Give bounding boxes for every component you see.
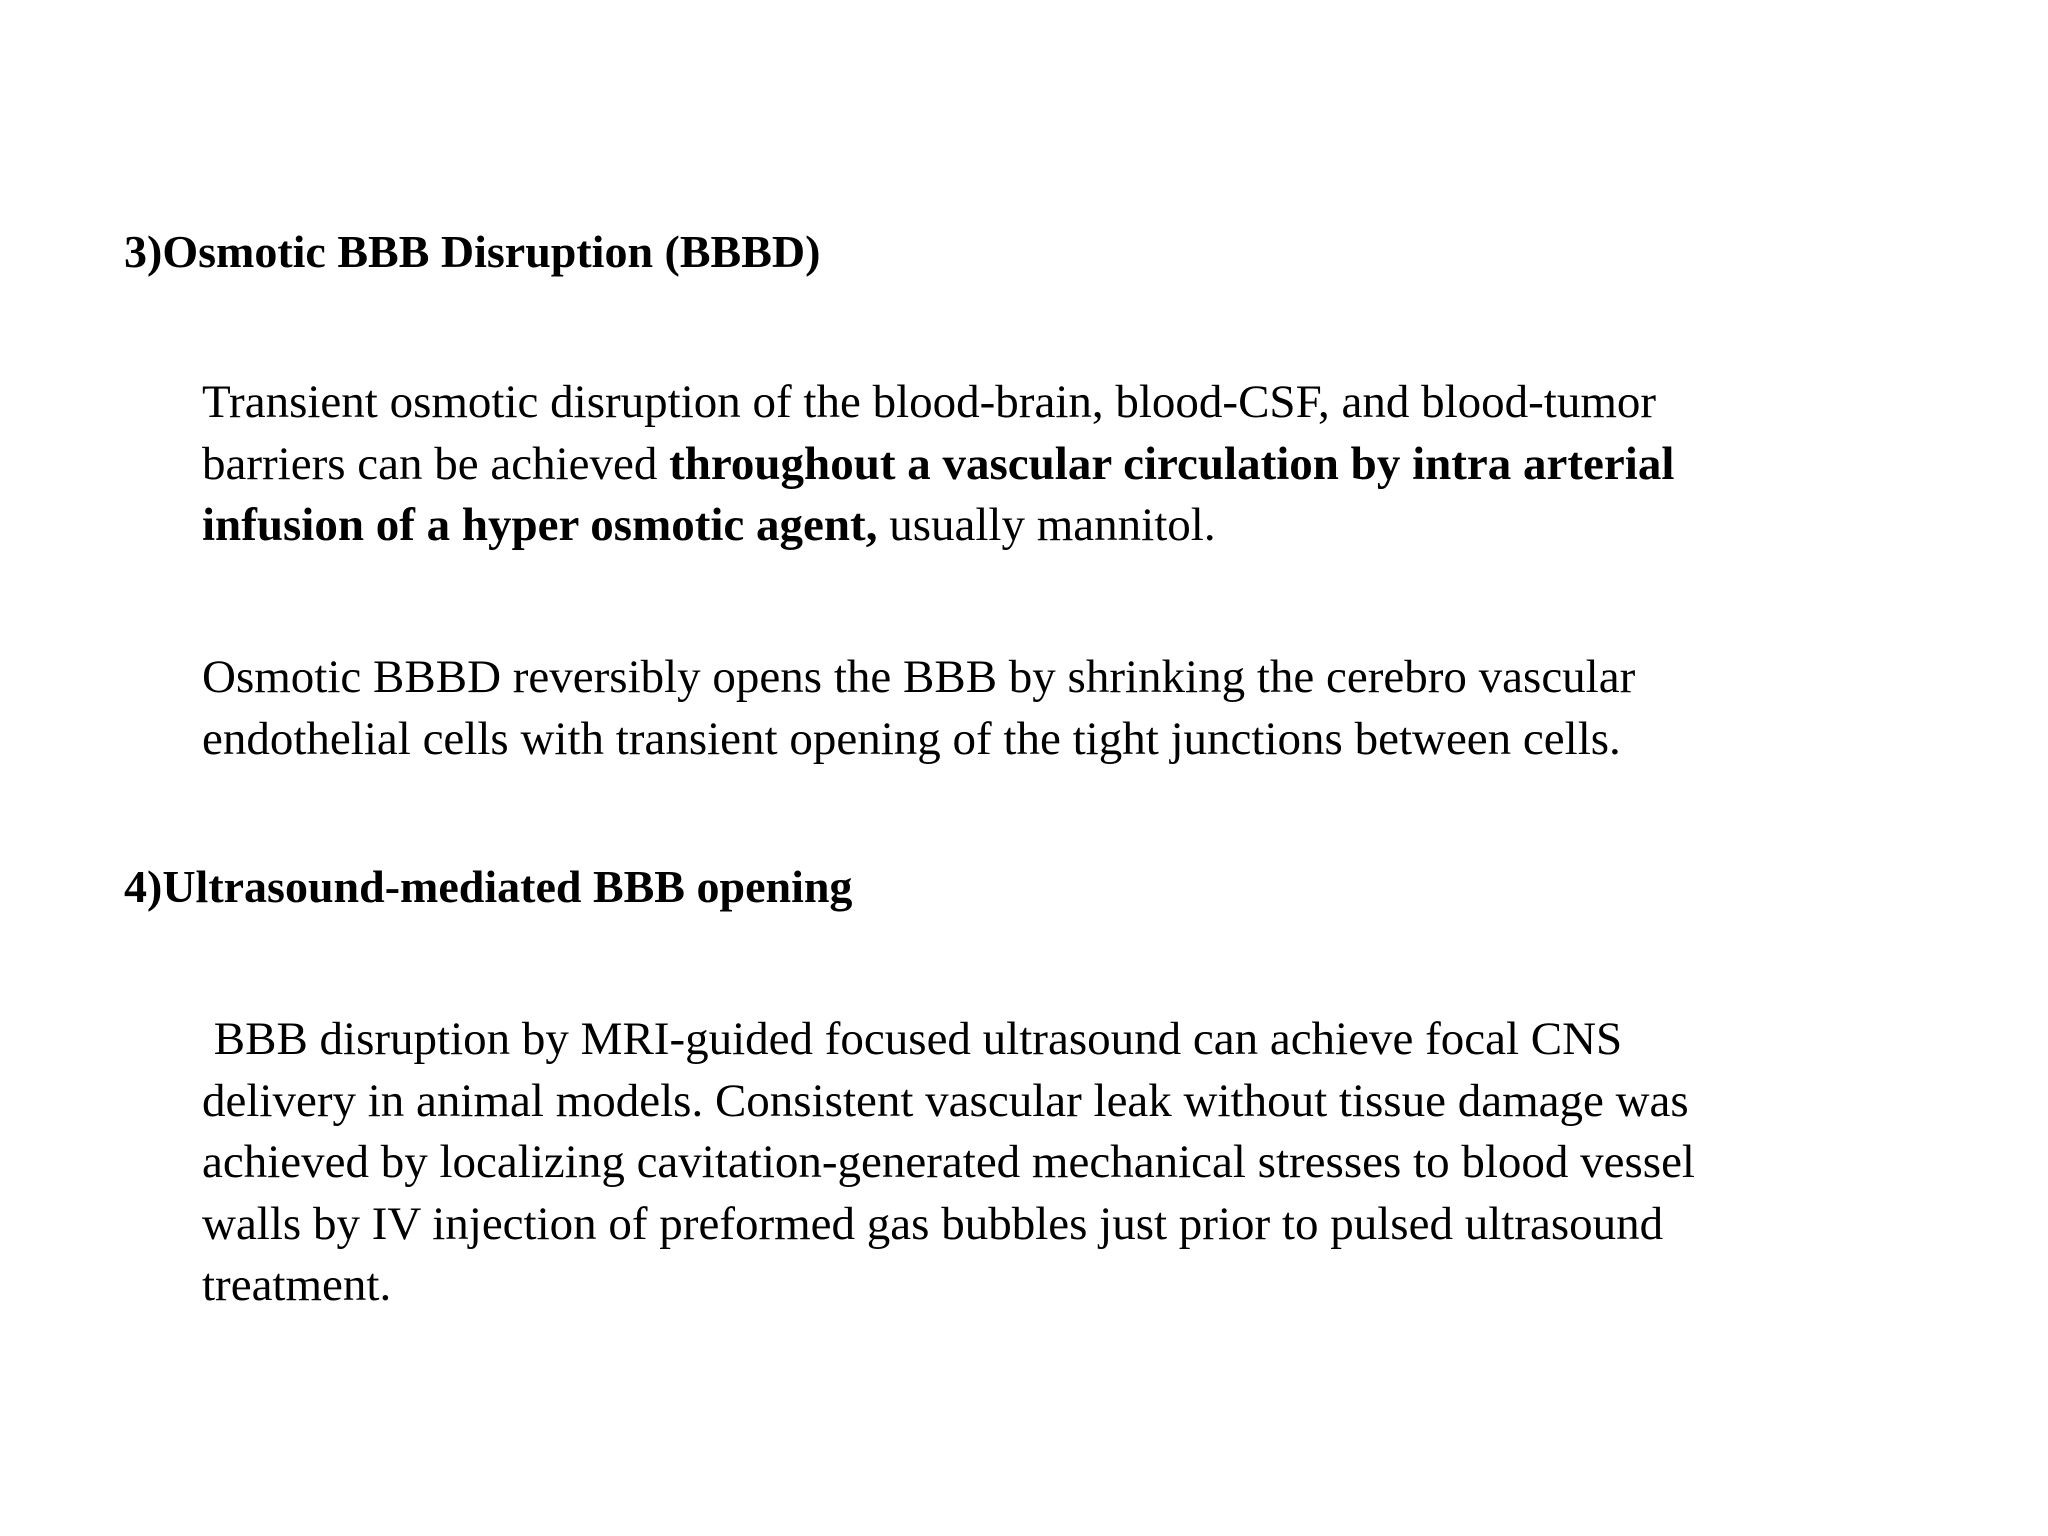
paragraph-line: treatment. <box>202 1259 392 1311</box>
paragraph-ultrasound-disruption <box>202 1009 1882 1317</box>
paragraph-line: Osmotic BBBD reversibly opens the BBB by shrinking the cerebro vascular <box>202 651 1636 703</box>
paragraph-line <box>202 372 1882 434</box>
paragraph-line <box>202 495 1882 557</box>
text-run: barriers can be achieved <box>202 437 670 490</box>
bold-text-run: throughout a vascular circulation by intra arterial <box>669 437 1675 490</box>
paragraph-osmotic-mechanism <box>202 647 1882 770</box>
paragraph-line <box>202 434 1882 496</box>
paragraph-line: BBB disruption by MRI-guided focused ultrasound can achieve focal CNS <box>202 1013 1623 1065</box>
paragraph-line: walls by IV injection of preformed gas bubbles just prior to pulsed ultrasound <box>202 1197 1664 1250</box>
section-heading-osmotic-bbbd: 3)Osmotic BBB Disruption (BBBD) <box>124 226 821 277</box>
text-run: Transient osmotic disruption of the blood-brain, blood-CSF, and blood-tumor <box>202 376 1657 428</box>
paragraph-line: endothelial cells with transient opening of the tight junctions between cells. <box>202 712 1621 765</box>
bold-text-run: infusion of a hyper osmotic agent, <box>202 499 878 551</box>
paragraph-osmotic-disruption <box>202 372 1882 557</box>
paragraph-line: achieved by localizing cavitation-generated mechanical stresses to blood vessel <box>202 1136 1695 1188</box>
section-heading-ultrasound-bbb-opening: 4)Ultrasound-mediated BBB opening <box>124 861 853 912</box>
paragraph-line: delivery in animal models. Consistent vascular leak without tissue damage was <box>202 1074 1689 1127</box>
text-run: usually mannitol. <box>877 499 1216 551</box>
